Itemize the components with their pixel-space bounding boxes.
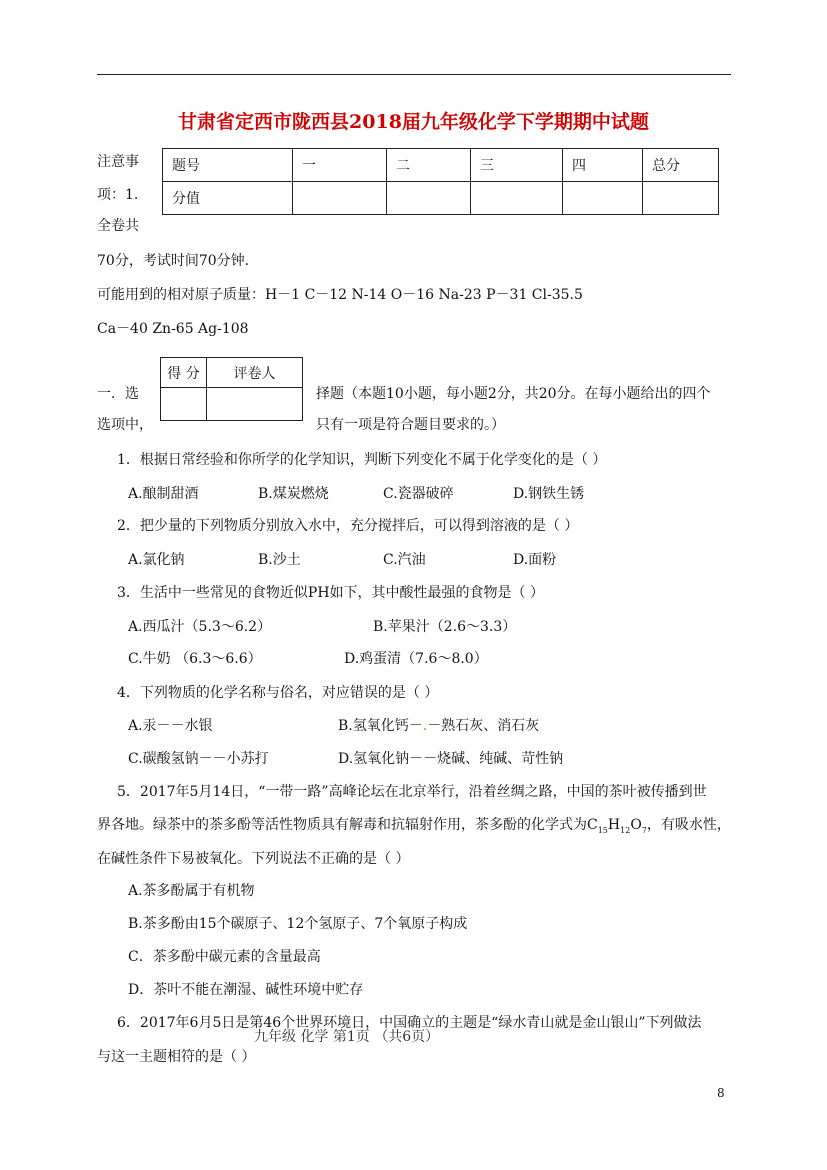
q4-option-c: C.碳酸氢钠－－小苏打 — [128, 751, 269, 767]
question-5-stem-line-2 — [97, 814, 731, 835]
section1-prefix-1: 一．选 — [97, 386, 139, 402]
atomic-mass-line-1: 可能用到的相对原子质量：H－1 C－12 N-14 O－16 Na-23 P－31 Cl-35.5 — [97, 287, 583, 303]
q1-option-c: C.瓷器破碎 — [383, 486, 454, 502]
q5-option-a: A.茶多酚属于有机物 — [128, 883, 255, 899]
grader-name-header: 评卷人 — [207, 358, 303, 388]
q4-option-b-dot: . — [422, 718, 428, 734]
notes-line-3: 全卷共 — [97, 218, 139, 234]
question-1-stem: 1．根据日常经验和你所学的化学知识，判断下列变化不属于化学变化的是（ ） — [117, 452, 607, 468]
section1-prefix-2: 选项中， — [97, 417, 153, 433]
q3-option-c: C.牛奶 （6.3～6.6） — [128, 651, 262, 667]
q5-option-d: D．茶叶不能在潮湿、碱性环境中贮存 — [128, 982, 364, 998]
q2-option-d: D.面粉 — [513, 552, 557, 568]
grader-table — [160, 357, 303, 421]
score-cell-1 — [293, 182, 387, 215]
q5-line2-text: 界各地。绿茶中的茶多酚等活性物质具有解毒和抗辐射作用，茶多酚的化学式为C — [97, 817, 598, 833]
question-4-stem: 4．下列物质的化学名称与俗名，对应错误的是（ ） — [117, 685, 439, 701]
score-header-1: 一 — [293, 149, 387, 182]
score-cell-4 — [563, 182, 643, 215]
q5-h: H — [607, 817, 621, 833]
header-rule — [97, 74, 731, 75]
grader-score-header: 得 分 — [161, 358, 207, 388]
q5-line2-end: ，有吸水性， — [646, 817, 731, 833]
q5-sub-o: 7 — [641, 825, 647, 835]
q5-o: O — [630, 817, 642, 833]
q3-option-a: A.西瓜汁（5.3～6.2） — [128, 619, 272, 635]
score-cell-total — [643, 182, 719, 215]
score-table — [162, 148, 719, 215]
section1-text-2: 只有一项是符合题目要求的。） — [316, 417, 505, 433]
score-cell-2 — [387, 182, 471, 215]
question-6-stem-line-1: 6．2017年6月5日是第46个世界环境日，中国确立的主题是“绿水青山就是金山银山”下列做法 — [117, 1015, 702, 1031]
q4-option-b-part2: －熟石灰、消石灰 — [427, 718, 540, 734]
score-row-label: 分值 — [163, 182, 293, 215]
q3-option-d: D.鸡蛋清（7.6～8.0） — [344, 651, 488, 667]
q2-option-b: B.沙土 — [258, 552, 301, 568]
q1-option-a: A.酿制甜酒 — [128, 486, 199, 502]
q4-option-d: D.氢氧化钠－－烧碱、纯碱、苛性钠 — [338, 751, 564, 767]
question-5-stem-line-1: 5．2017年5月14日，“一带一路”高峰论坛在北京举行，沿着丝绸之路，中国的茶叶被传播到世 — [117, 784, 707, 800]
score-header-total: 总分 — [643, 149, 719, 182]
score-header-label: 题号 — [163, 149, 293, 182]
q5-option-c: C．茶多酚中碳元素的含量最高 — [128, 949, 321, 965]
q5-sub-h: 12 — [620, 825, 631, 835]
exam-title: 甘肃省定西市陇西县2018届九年级化学下学期期中试题 — [178, 111, 649, 133]
q1-option-d: D.钢铁生锈 — [513, 486, 585, 502]
q4-option-a: A.汞－－水银 — [128, 718, 213, 734]
notes-line-2: 项：1. — [97, 187, 139, 203]
question-3-stem: 3．生活中一些常见的食物近似PH如下，其中酸性最强的食物是（ ） — [117, 585, 544, 601]
section1-text-1: 择题（本题10小题，每小题2分，共20分。在每小题给出的四个 — [316, 386, 711, 402]
q5-option-b: B.茶多酚由15个碳原子、12个氢原子、7个氧原子构成 — [128, 916, 468, 932]
question-2-stem: 2．把少量的下列物质分别放入水中，充分搅拌后，可以得到溶液的是（ ） — [117, 518, 579, 534]
q4-option-b — [338, 715, 539, 735]
grader-score-cell — [161, 388, 207, 421]
page-footer: 九年级 化学 第1页 （共6页） — [254, 1029, 440, 1045]
q2-option-c: C.汽油 — [383, 552, 426, 568]
score-cell-3 — [471, 182, 563, 215]
q5-sub-c: 15 — [597, 825, 608, 835]
grader-name-cell — [207, 388, 303, 421]
atomic-mass-line-2: Ca－40 Zn-65 Ag-108 — [97, 321, 249, 337]
score-header-4: 四 — [563, 149, 643, 182]
q1-option-b: B.煤炭燃烧 — [258, 486, 329, 502]
score-header-3: 三 — [471, 149, 563, 182]
score-header-2: 二 — [387, 149, 471, 182]
q2-option-a: A.氯化钠 — [128, 552, 185, 568]
q4-option-b-part1: B.氢氧化钙－ — [338, 718, 423, 734]
notes-line-1: 注意事 — [97, 154, 139, 170]
question-6-stem-line-2: 与这一主题相符的是（ ） — [97, 1049, 256, 1065]
q3-option-b: B.苹果汁（2.6～3.3） — [373, 619, 517, 635]
notes-line-4: 70分，考试时间70分钟. — [97, 253, 250, 269]
question-5-stem-line-3: 在碱性条件下易被氧化。下列说法不正确的是（ ） — [97, 851, 410, 867]
page-number: 8 — [717, 1086, 725, 1100]
